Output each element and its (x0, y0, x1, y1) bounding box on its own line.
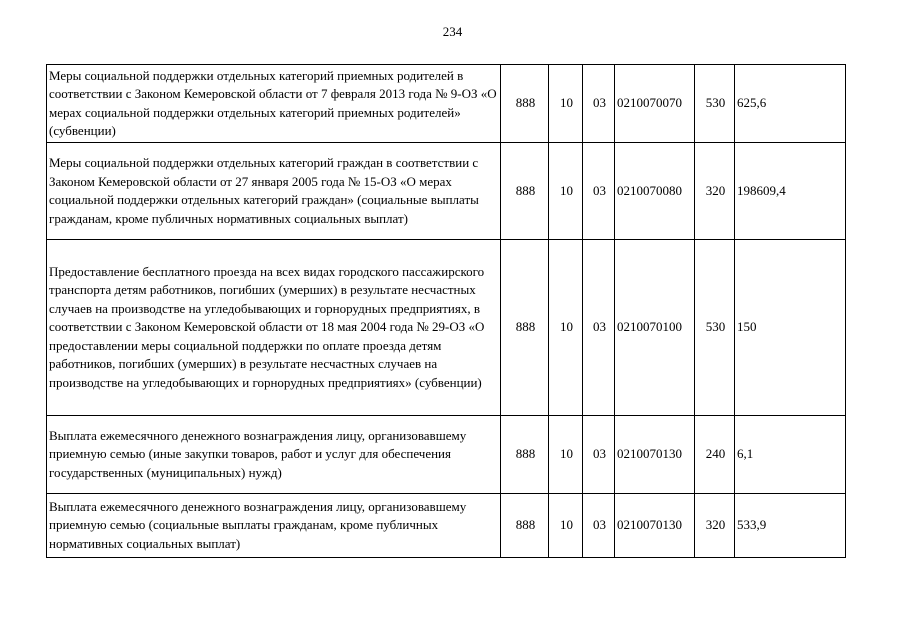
row-ved: 888 (501, 240, 549, 416)
page-number: 234 (442, 24, 463, 39)
row-ved: 888 (501, 143, 549, 240)
row-description: Меры социальной поддержки отдельных категорий приемных родителей в соответствии с Законом Кемеровской области от 7 февраля 2013 года № 9-ОЗ «О мерах социальной поддержки отдельных категорий приемных родителей» (субвенции) (47, 65, 501, 143)
row-pr: 03 (583, 240, 615, 416)
row-amount: 150 (735, 240, 846, 416)
row-csr: 0210070070 (615, 65, 695, 143)
row-pr: 03 (583, 494, 615, 558)
row-vr: 320 (695, 143, 735, 240)
row-description: Меры социальной поддержки отдельных категорий граждан в соответствии с Законом Кемеровской области от 27 января 2005 года № 15-ОЗ «О мерах социальной поддержки отдельных категорий граждан» (социальные выплаты гражданам, кроме публичных нормативных социальных выплат) (47, 143, 501, 240)
row-ved: 888 (501, 494, 549, 558)
row-vr: 530 (695, 240, 735, 416)
row-vr: 240 (695, 416, 735, 494)
row-description: Выплата ежемесячного денежного вознаграждения лицу, организовавшему приемную семью (иные закупки товаров, работ и услуг для обеспечения государственных (муниципальных) нужд) (47, 416, 501, 494)
row-pr: 03 (583, 416, 615, 494)
table-row (47, 143, 846, 240)
row-csr: 0210070130 (615, 494, 695, 558)
row-rz: 10 (549, 65, 583, 143)
row-rz: 10 (549, 494, 583, 558)
row-csr: 0210070130 (615, 416, 695, 494)
row-amount: 6,1 (735, 416, 846, 494)
row-rz: 10 (549, 416, 583, 494)
row-amount: 625,6 (735, 65, 846, 143)
row-ved: 888 (501, 65, 549, 143)
row-amount: 198609,4 (735, 143, 846, 240)
table-row (47, 416, 846, 494)
row-vr: 530 (695, 65, 735, 143)
row-amount: 533,9 (735, 494, 846, 558)
row-description: Предоставление бесплатного проезда на всех видах городского пассажирского транспорта детям работников, погибших (умерших) в результате несчастных случаев на производстве на угледобывающих и горнорудных предприятиях, в соответствии с Законом Кемеровской области от 18 мая 2004 года № 29-ОЗ «О предоставлении меры социальной поддержки по оплате проезда детям работников, погибших (умерших) в результате несчастных случаев на производстве на угледобывающих и горнорудных предприятиях» (субвенции) (47, 240, 501, 416)
row-csr: 0210070100 (615, 240, 695, 416)
row-rz: 10 (549, 240, 583, 416)
row-ved: 888 (501, 416, 549, 494)
table-row (47, 65, 846, 143)
table-row (47, 240, 846, 416)
row-pr: 03 (583, 65, 615, 143)
row-vr: 320 (695, 494, 735, 558)
row-rz: 10 (549, 143, 583, 240)
row-csr: 0210070080 (615, 143, 695, 240)
row-pr: 03 (583, 143, 615, 240)
budget-table (46, 64, 846, 558)
table-row (47, 494, 846, 558)
row-description: Выплата ежемесячного денежного вознаграждения лицу, организовавшему приемную семью (социальные выплаты гражданам, кроме публичных нормативных социальных выплат) (47, 494, 501, 558)
